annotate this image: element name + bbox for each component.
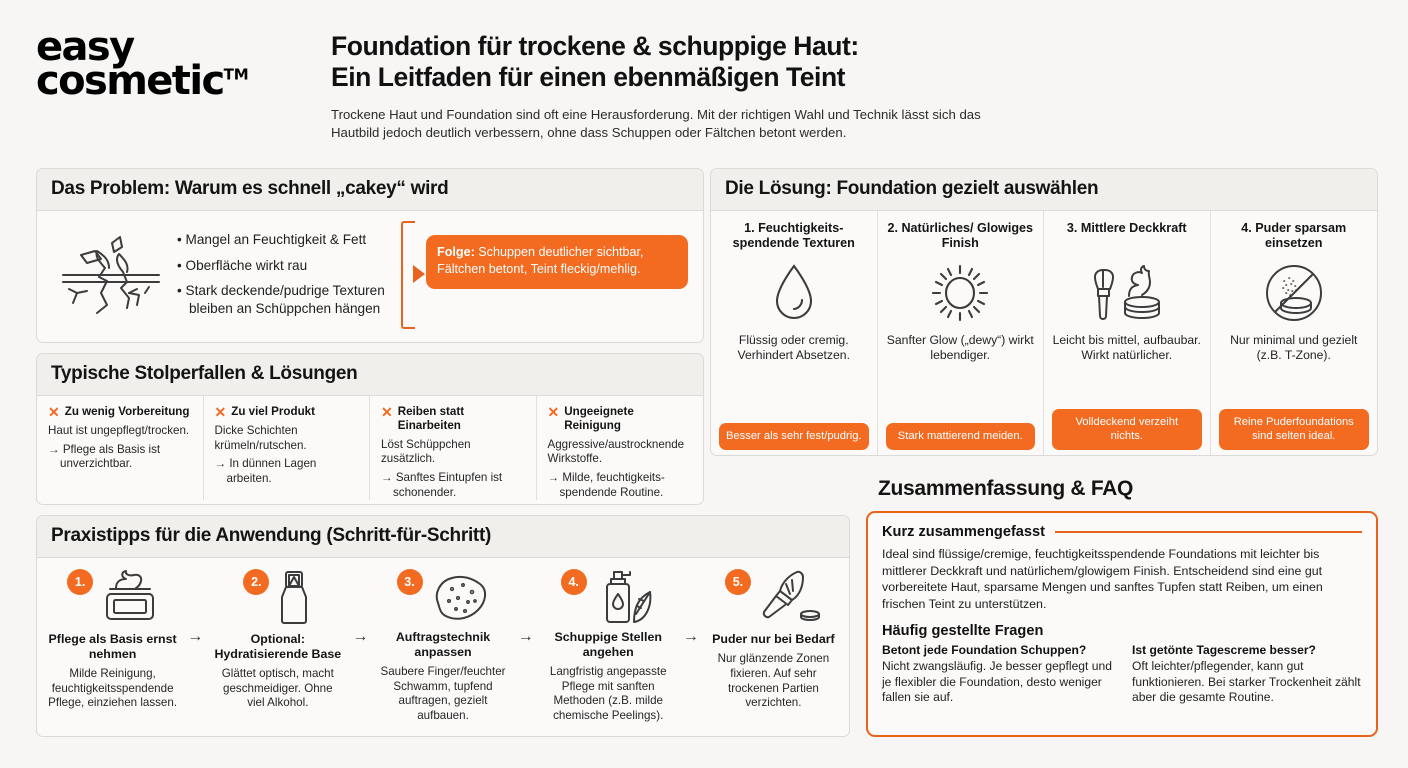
pitfall-item — [370, 396, 537, 500]
solution-heading: Die Lösung: Foundation gezielt auswählen — [725, 178, 1099, 199]
praxis-step — [373, 566, 512, 724]
pitfall-fix: → Sanftes Eintupfen ist schonender. — [381, 471, 503, 499]
arrow-right-icon: → — [682, 628, 699, 645]
consequence-callout — [426, 235, 688, 289]
problem-bullet-1: Oberfläche wirkt rau — [185, 257, 308, 273]
pitfall-item — [204, 396, 371, 500]
step-desc: Langfristig angepasste Pflege mit sanften Methoden (z.B. milde chemische Peelings). — [549, 664, 667, 723]
solution-panel-header — [711, 169, 1377, 211]
pitfall-title: Reiben statt Einarbeiten — [397, 405, 465, 432]
powder-brush-icon — [758, 566, 822, 628]
solution-title: 3. Mittlere Deckkraft — [1066, 221, 1187, 235]
faq-grid — [882, 643, 1362, 705]
list-item: • Oberfläche wirkt rau — [177, 257, 308, 273]
lotion-pump-leaf-icon — [594, 566, 656, 628]
page-title — [331, 31, 1091, 92]
pitfall-item — [37, 396, 204, 500]
problem-bullet-2: Stark deckende/pudrige Texturen bleiben an Schüppchen hängen — [185, 283, 385, 317]
pitfall-body: Dicke Schichten krümeln/rutschen. — [214, 424, 307, 452]
praxis-step — [539, 566, 678, 724]
serum-pump-bottle-icon — [276, 566, 312, 628]
step-number-badge: 4. — [561, 569, 587, 595]
solution-item — [711, 211, 878, 456]
solution-desc: Flüssig oder cremig. Verhindert Absetzen. — [737, 333, 850, 363]
faq-question: Ist getönte Tagescreme besser? — [1132, 643, 1316, 658]
water-drop-icon — [771, 255, 817, 331]
step-number-badge: 3. — [397, 569, 423, 595]
solution-panel — [710, 168, 1378, 456]
cross-mark-icon: ✕ — [381, 404, 393, 420]
status-badge: Stark mattierend meiden. — [886, 423, 1036, 450]
solution-desc: Sanfter Glow („dewy“) wirkt lebendiger. — [886, 333, 1034, 363]
faq-question: Betont jede Foundation Schuppen? — [882, 643, 1087, 658]
problem-panel — [36, 168, 704, 343]
faq-answer: Nicht zwangsläufig. Je besser gepflegt und je flexibler die Foundation, desto weniger fallen sie auf. — [882, 659, 1112, 705]
pitfall-title: Zu wenig Vorbereitung — [64, 405, 190, 418]
pitfall-body: Aggressive/austrocknende Wirkstoffe. — [547, 437, 685, 466]
step-number-badge: 1. — [67, 569, 93, 595]
solution-item — [1044, 211, 1211, 456]
praxis-panel — [36, 515, 850, 737]
page-title-line2: Ein Leitfaden für einen ebenmäßigen Teint — [331, 61, 846, 92]
problem-body — [37, 211, 703, 339]
problem-heading: Das Problem: Warum es schnell „cakey“ wird — [51, 178, 449, 199]
divider — [1055, 531, 1362, 533]
solution-item — [1211, 211, 1378, 456]
pitfall-body: Löst Schüppchen zusätzlich. — [381, 437, 471, 466]
praxis-steps — [37, 558, 849, 734]
praxis-heading: Praxistipps für die Anwendung (Schritt-für-Schritt) — [51, 525, 492, 546]
sun-glow-icon — [929, 255, 991, 331]
summary-section-title: Zusammenfassung & FAQ — [878, 477, 1134, 500]
problem-bullet-list — [171, 231, 401, 318]
brand-trademark: TM — [223, 66, 249, 85]
problem-panel-header — [37, 169, 703, 211]
consequence-text: Schuppen deutlicher sichtbar, Fältchen betont, Teint fleckig/mehlig. — [437, 245, 644, 277]
praxis-step — [208, 566, 347, 724]
no-powder-icon — [1262, 255, 1326, 331]
cross-mark-icon: ✕ — [48, 404, 60, 420]
cross-mark-icon: ✕ — [214, 404, 227, 420]
praxis-panel-header — [37, 516, 849, 558]
faq-title: Häufig gestellte Fragen — [882, 623, 1044, 640]
step-desc: Milde Reinigung, feuchtigkeitsspendende Pflege, einziehen lassen. — [48, 666, 178, 710]
brand-logo-word: cosmetic — [36, 58, 224, 105]
step-number-badge: 2. — [243, 569, 269, 595]
solution-title: 2. Natürliches/ Glowiges Finish — [887, 221, 1034, 251]
summary-box-header — [882, 524, 1362, 540]
cross-mark-icon: ✕ — [547, 404, 560, 420]
step-desc: Saubere Finger/feuchter Schwamm, tupfend auftragen, gezielt aufbauen. — [380, 664, 506, 723]
step-title: Schuppige Stellen angehen — [554, 630, 662, 659]
header — [0, 0, 1408, 158]
problem-consequence-group — [401, 211, 693, 339]
faq-answer: Oft leichter/pflegender, kann gut funktionieren. Bei starker Trockenheit zählt aber die gesamte Routine. — [1132, 659, 1361, 705]
brand-logo-line1: easy — [36, 24, 134, 70]
summary-panel — [866, 511, 1378, 737]
step-desc: Glättet optisch, macht geschmeidiger. Ohne viel Alkohol. — [221, 666, 334, 710]
pitfall-title: Ungeeignete Reinigung — [564, 405, 634, 432]
consequence-label: Folge: — [437, 245, 475, 259]
arrow-right-icon: → — [187, 628, 204, 645]
step-desc: Nur glänzende Zonen fixieren. Auf sehr trockenen Partien verzichten. — [717, 651, 830, 710]
status-badge: Besser als sehr fest/pudrig. — [719, 423, 869, 450]
summary-box-text: Ideal sind flüssige/cremige, feuchtigkeitsspendende Foundations mit leichter bis mittlerer Deckkraft und natürlichem/glowigem Finish. Entscheidend sind eine gut vorbereitete Haut, sparsame Mengen und sanftes Tupfen statt Reiben, um einen frischen Teint zu unterstützen. — [882, 547, 1323, 611]
list-item: • Mangel an Feuchtigkeit & Fett — [177, 232, 367, 248]
pitfall-fix: → In dünnen Lagen arbeiten. — [214, 457, 317, 485]
solution-grid — [711, 211, 1377, 456]
pitfalls-panel — [36, 353, 704, 505]
faq-item — [882, 643, 1112, 705]
step-title: Puder nur bei Bedarf — [712, 632, 835, 646]
pitfalls-panel-header — [37, 354, 703, 396]
makeup-sponge-icon — [430, 566, 490, 628]
status-badge: Reine Puderfoundations sind selten ideal. — [1219, 409, 1370, 450]
status-badge: Volldeckend verzeiht nichts. — [1052, 409, 1202, 450]
solution-title: 4. Puder sparsam einsetzen — [1241, 221, 1347, 251]
step-title: Pflege als Basis ernst nehmen — [48, 632, 177, 661]
pitfalls-heading: Typische Stolperfallen & Lösungen — [51, 363, 358, 384]
faq-item — [1132, 643, 1362, 705]
arrow-right-icon: → — [517, 628, 534, 645]
solution-title: 1. Feuchtigkeits-spendende Texturen — [732, 221, 855, 251]
solution-desc: Nur minimal und gezielt (z.B. T-Zone). — [1230, 333, 1358, 363]
brand-logo — [36, 24, 311, 105]
arrow-right-icon — [413, 265, 425, 283]
cracked-dry-skin-icon — [51, 227, 171, 323]
brand-logo-line2 — [36, 58, 311, 105]
pitfall-item — [537, 396, 704, 500]
summary-box-title: Kurz zusammengefasst — [882, 524, 1046, 540]
solution-desc: Leicht bis mittel, aufbaubar. Wirkt natürlicher. — [1052, 333, 1201, 363]
step-number-badge: 5. — [725, 569, 751, 595]
brush-and-cream-jar-icon — [1088, 255, 1166, 331]
praxis-step — [704, 566, 843, 724]
step-title: Auftragstechnik anpassen — [395, 630, 491, 659]
list-item: • Stark deckende/pudrige Texturen bleiben an Schüppchen hängen — [177, 283, 385, 317]
step-title: Optional: Hydratisierende Base — [214, 632, 342, 661]
pitfall-body: Haut ist ungepflegt/trocken. — [48, 424, 190, 437]
praxis-step — [43, 566, 182, 724]
page-title-line1: Foundation für trockene & schuppige Haut: — [331, 31, 859, 61]
solution-item — [878, 211, 1045, 456]
pitfall-fix: → Pflege als Basis ist unverzichtbar. — [48, 442, 161, 471]
page-subtitle: Trockene Haut und Foundation sind oft eine Herausforderung. Mit der richtigen Wahl und Technik lässt sich das Hautbild jedoch deutlich verbessern, ohne dass Schuppen oder Fältchen betont werden. — [331, 107, 981, 140]
pitfalls-grid — [37, 396, 703, 500]
cream-jar-icon — [100, 566, 158, 628]
pitfall-fix: → Milde, feuchtigkeits-spendende Routine. — [547, 471, 665, 499]
arrow-right-icon: → — [352, 628, 369, 645]
problem-bullet-0: Mangel an Feuchtigkeit & Fett — [185, 232, 367, 248]
pitfall-title: Zu viel Produkt — [231, 405, 315, 418]
